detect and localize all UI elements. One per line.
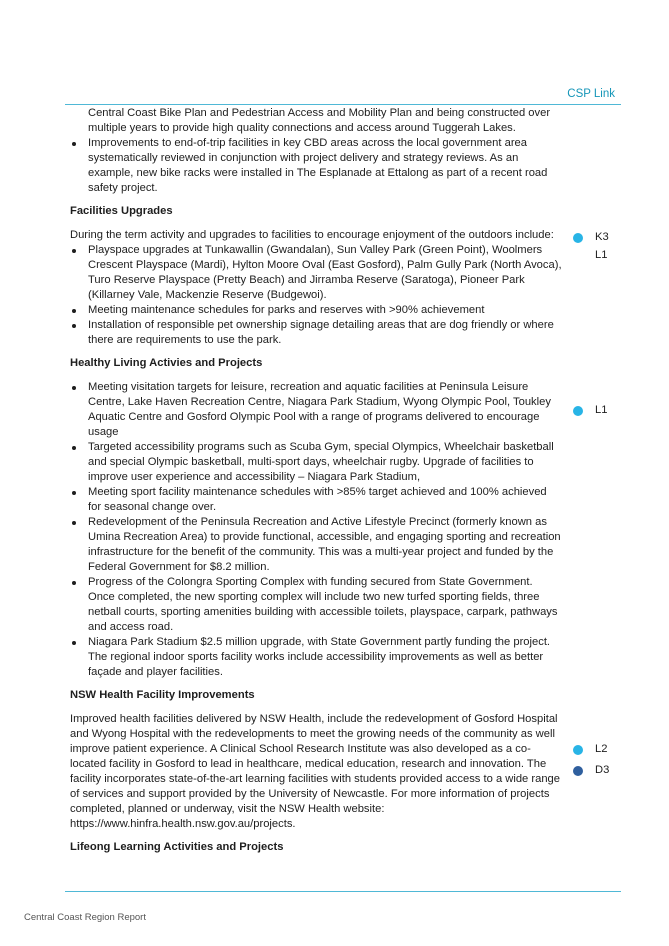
healthy-living-bullet: Targeted accessibility programs such as Scuba Gym, special Olympics, Wheelchair basketball and special Olympic basketball, multi-sport days, wheelchair rugby. Upgrade of facilities to improve user experience and accessibility – Niagara Park Stadium, bbox=[70, 440, 562, 485]
csp-dot-icon bbox=[573, 745, 583, 755]
page-footer: Central Coast Region Report bbox=[24, 912, 146, 923]
nsw-health-heading: NSW Health Facility Improvements bbox=[70, 689, 255, 701]
intro-continuation: Central Coast Bike Plan and Pedestrian Access and Mobility Plan and being constructed over multiple years to provide high quality connections and access around Tuggerah Lakes. bbox=[88, 107, 551, 134]
healthy-living-bullet: Progress of the Colongra Sporting Complex with funding secured from State Government. Once completed, the new sporting complex will include two new turfed sporting fields, three netball courts, sporting amenities building with accessible toilets, playspace, carpark, pathways and access road. bbox=[70, 575, 562, 635]
csp-dot-icon bbox=[573, 233, 583, 243]
csp-code: D3 bbox=[595, 764, 610, 776]
csp-dot-icon bbox=[573, 766, 583, 776]
facilities-bullet: Playspace upgrades at Tunkawallin (Gwandalan), Sun Valley Park (Green Point), Woolmers Crescent Playspace (Mardi), Hylton Moore Oval (East Gosford), Palm Gully Park (North Avoca), Turo Reserve Playspace (Pretty Beach) and Jirramba Reserve (Saratoga), Pioneer Park (Killarney Vale, Mackenzie Reserve (Budgewoi). bbox=[70, 243, 562, 303]
csp-dot-icon bbox=[573, 406, 583, 416]
facilities-heading: Facilities Upgrades bbox=[70, 205, 173, 217]
healthy-living-bullet: Meeting sport facility maintenance schedules with >85% target achieved and 100% achieved for seasonal change over. bbox=[70, 485, 562, 515]
healthy-living-list bbox=[70, 380, 562, 680]
facilities-paragraph: During the term activity and upgrades to facilities to encourage enjoyment of the outdoors include: bbox=[70, 229, 554, 241]
csp-code: L1 bbox=[595, 404, 608, 416]
facilities-bullet: Meeting maintenance schedules for parks and reserves with >90% achievement bbox=[70, 303, 562, 318]
nsw-health-paragraph: Improved health facilities delivered by NSW Health, include the redevelopment of Gosford Hospital and Wyong Hospital with the redevelopments to meet the growing needs of the community as well improve patient experience. A Clinical School Research Institute was also developed as a co-located facility in Gosford to lead in healthcare, medical education, research and innovation. The facility incorporates state-of-the-art learning facilities with students provided access to a wide range of services and support provided by the University of Newcastle. For more information of projects completed, planned or underway, visit the NSW Health website: https://www.hinfra.health.nsw.gov.au/projects. bbox=[70, 713, 561, 830]
main-content bbox=[70, 106, 562, 855]
healthy-living-bullet: Meeting visitation targets for leisure, recreation and aquatic facilities at Peninsula Leisure Centre, Lake Haven Recreation Centre, Niagara Park Stadium, Wyong Olympic Pool, Toukley Aquatic Centre and Gosford Olympic Pool with a range of programs delivered to encourage usage bbox=[70, 380, 562, 440]
top-divider bbox=[65, 104, 621, 105]
intro-list bbox=[70, 136, 562, 196]
csp-link-header: CSP Link bbox=[567, 88, 615, 100]
csp-code: L1 bbox=[595, 249, 608, 261]
healthy-living-heading: Healthy Living Activies and Projects bbox=[70, 357, 263, 369]
bottom-divider bbox=[65, 891, 621, 892]
facilities-list bbox=[70, 243, 562, 348]
csp-code: L2 bbox=[595, 743, 608, 755]
healthy-living-bullet: Niagara Park Stadium $2.5 million upgrade, with State Government partly funding the project. The regional indoor sports facility works include accessibility improvements as well as better façade and player facilities. bbox=[70, 635, 562, 680]
facilities-bullet: Installation of responsible pet ownership signage detailing areas that are dog friendly or where there are requirements to use the park. bbox=[70, 318, 562, 348]
lifelong-learning-heading: Lifeong Learning Activities and Projects bbox=[70, 841, 284, 853]
csp-code: K3 bbox=[595, 231, 609, 243]
intro-bullet: Improvements to end-of-trip facilities in key CBD areas across the local government area systematically reviewed in conjunction with project delivery and strategy reviews. As an example, new bike racks were installed in The Esplanade at Ettalong as part of a recent road safety project. bbox=[70, 136, 562, 196]
healthy-living-bullet: Redevelopment of the Peninsula Recreation and Active Lifestyle Precinct (formerly known as Umina Recreation Area) to provide functional, accessible, and engaging sporting and recreation infrastructure for the benefit of the community. This was a multi-year project and funded by the Federal Government for $8.2 million. bbox=[70, 515, 562, 575]
